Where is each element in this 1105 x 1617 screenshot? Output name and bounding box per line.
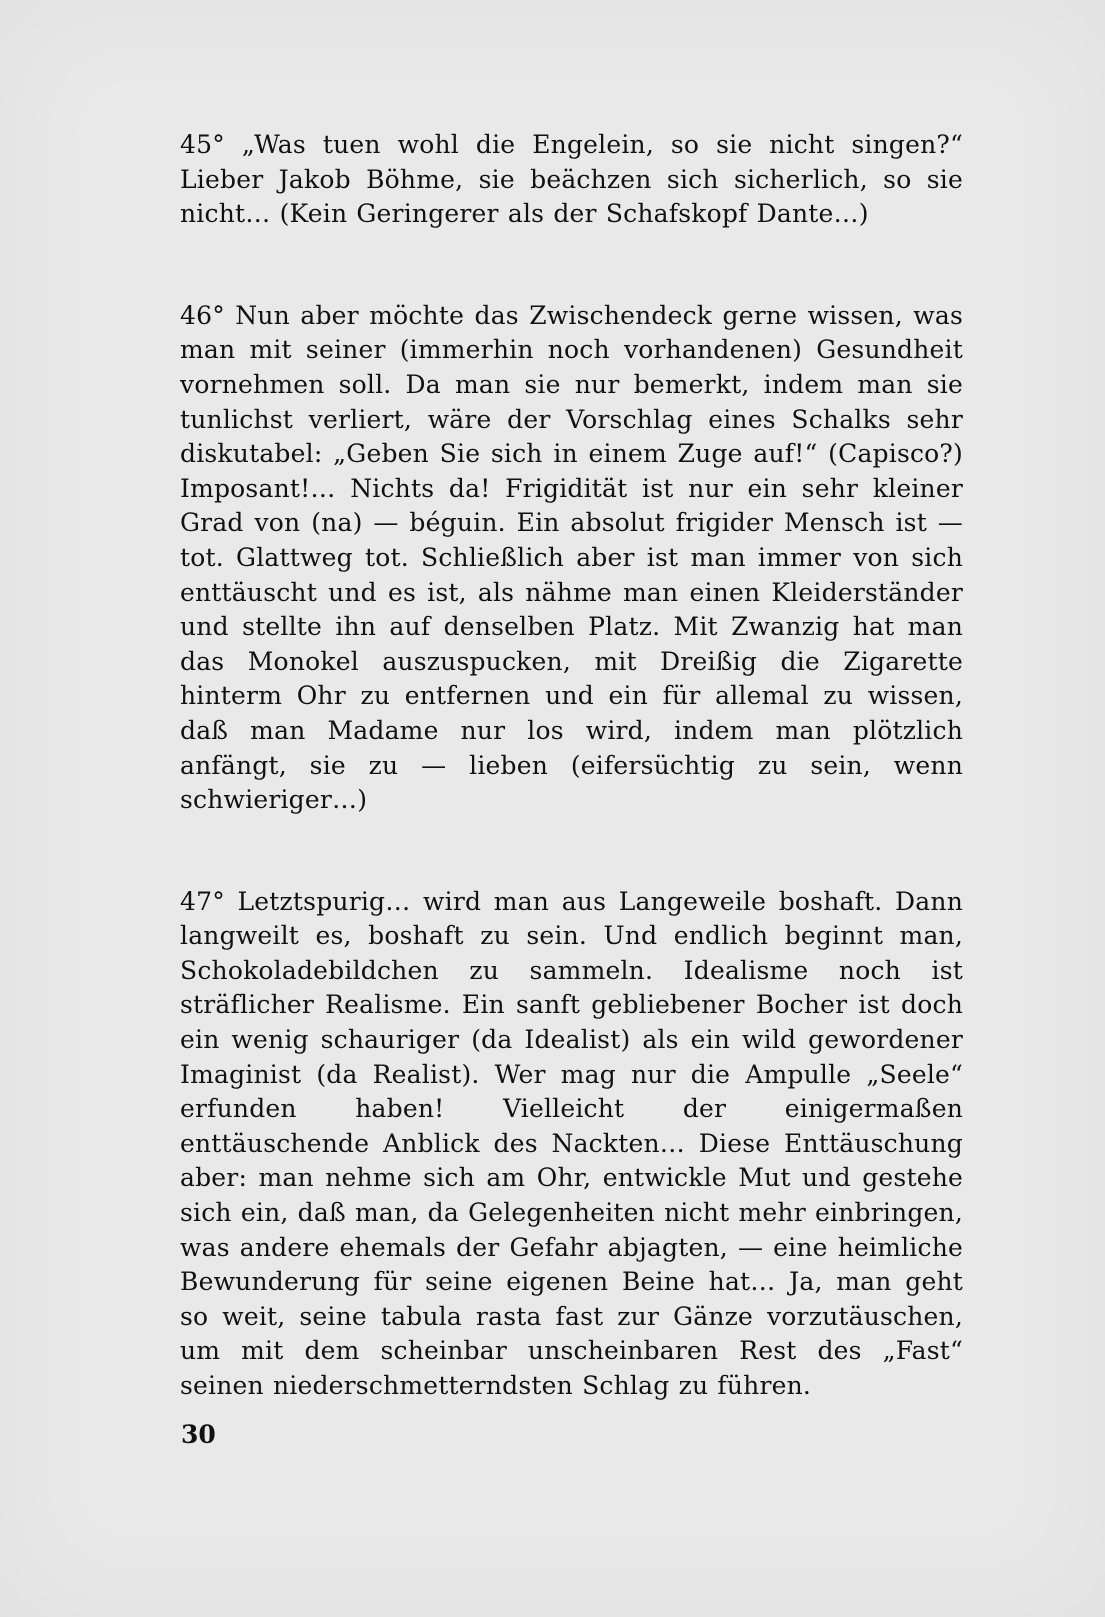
page-number: 30 bbox=[181, 1420, 216, 1449]
main-text bbox=[180, 128, 963, 1404]
paragraph-45: 45° „Was tuen wohl die Engelein, so sie nicht singen?“ Lieber Jakob Böhme, sie beächzen sich sicherlich, so sie nicht… (Kein Geringerer als der Schafskopf Dante…) bbox=[180, 130, 963, 229]
paragraph-47: 47° Letztspurig… wird man aus Langeweile boshaft. Dann langweilt es, boshaft zu sein. Und endlich beginnt man, Schokoladebildchen zu sammeln. Idealisme noch ist sträflicher Realisme. Ein sanft gebliebener Bocher ist doch ein wenig schauriger (da Idealist) als ein wild gewordener Imaginist (da Realist). Wer mag nur die Ampulle „Seele“ erfunden haben! Vielleicht der einigermaßen enttäuschende Anblick des Nackten… Diese Enttäuschung aber: man nehme sich am Ohr, entwickle Mut und gestehe sich ein, daß man, da Gelegenheiten nicht mehr einbringen, was andere ehemals der Gefahr abjagten, — eine heimliche Bewunderung für seine eigenen Beine hat… Ja, man geht so weit, seine tabula rasta fast zur Gänze vorzutäuschen, um mit dem scheinbar unscheinbaren Rest des „Fast“ seinen niederschmetterndsten Schlag zu führen. bbox=[180, 886, 963, 1400]
paragraph-46: 46° Nun aber möchte das Zwischendeck gerne wissen, was man mit seiner (immerhin noch vorhandenen) Gesundheit vornehmen soll. Da man sie nur bemerkt, indem man sie tunlichst verliert, wäre der Vorschlag eines Schalks sehr diskutabel: „Geben Sie sich in einem Zuge auf!“ (Capisco?) Imposant!… Nichts da! Frigidität ist nur ein sehr kleiner Grad von (na) — béguin. Ein absolut frigider Mensch ist — tot. Glattweg tot. Schließlich aber ist man immer von sich enttäuscht und es ist, als nähme man einen Kleiderständer und stellte ihn auf denselben Platz. Mit Zwanzig hat man das Monokel auszuspucken, mit Dreißig die Zigarette hinterm Ohr zu entfernen und ein für allemal zu wissen, daß man Madame nur los wird, indem man plötzlich anfängt, sie zu — lieben (eifersüchtig zu sein, wenn schwieriger…) bbox=[180, 300, 963, 815]
